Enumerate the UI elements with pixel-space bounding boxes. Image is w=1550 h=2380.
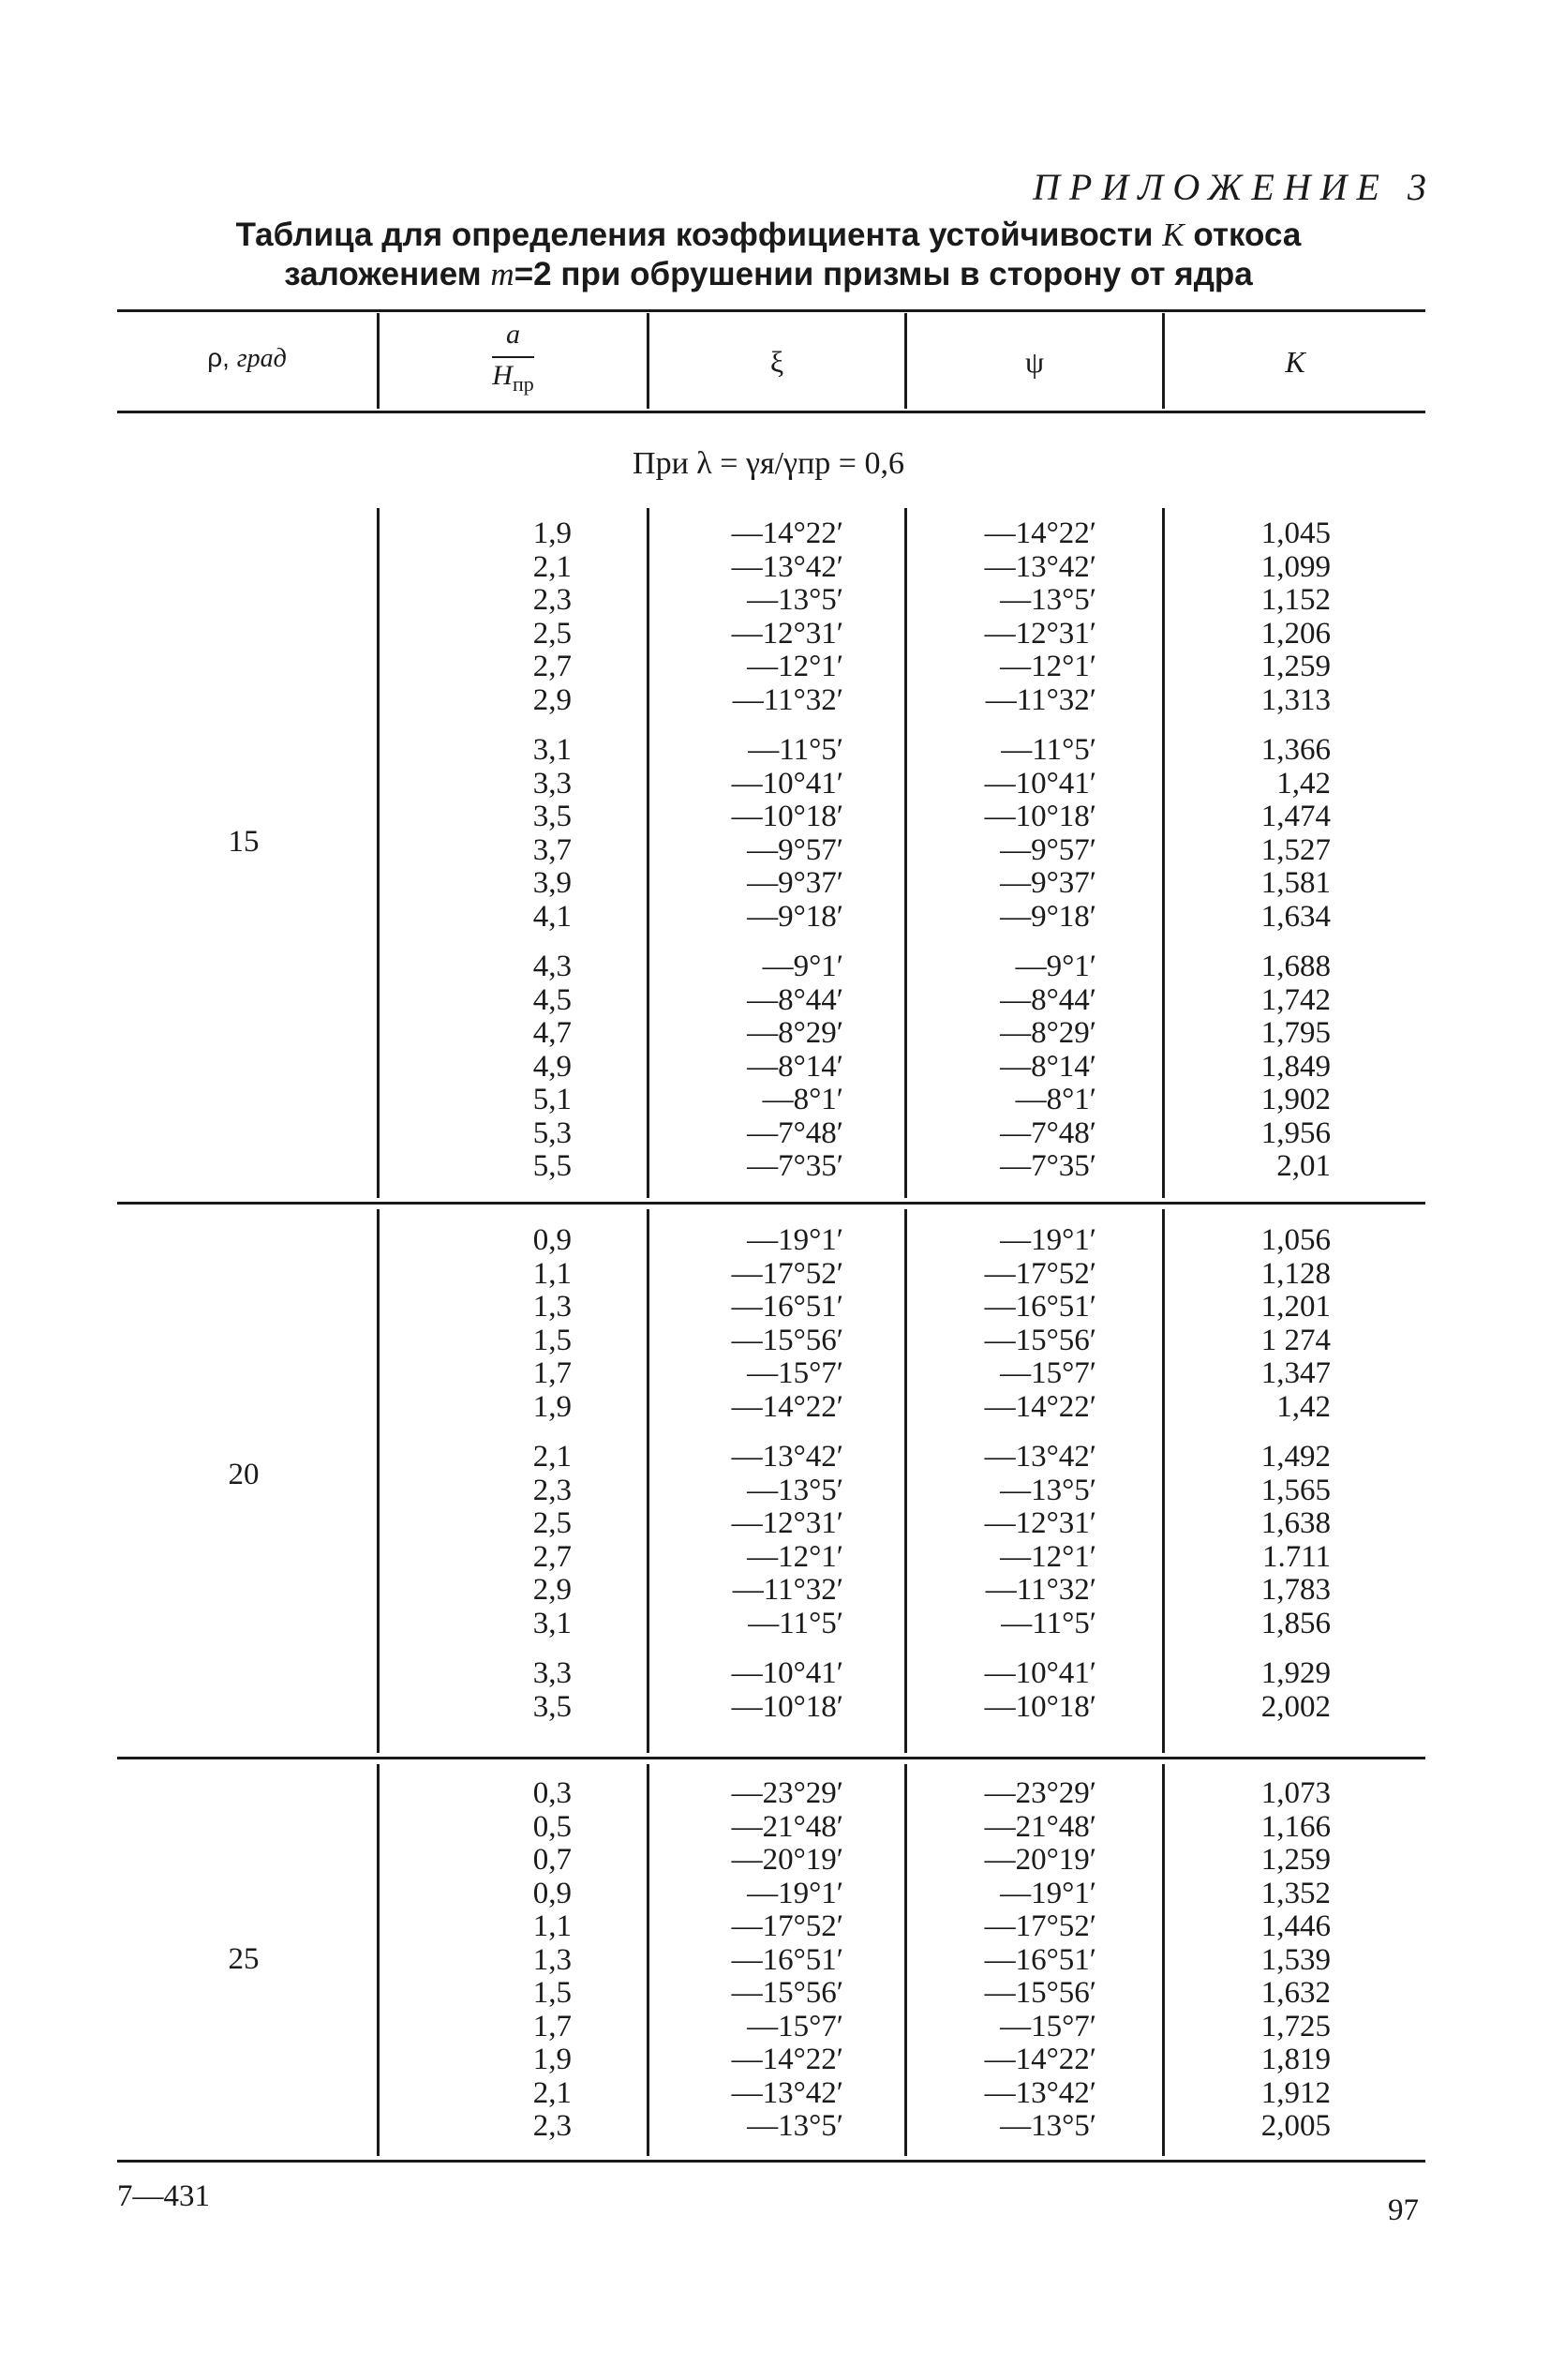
psi-cell: —8°14′ [1000,1049,1096,1084]
group-divider [117,1202,1425,1205]
title-symbol-m: m [490,256,514,292]
table-top-rule [117,309,1425,312]
column-rule [377,1209,380,1753]
k-cell: 1,956 [1260,1115,1331,1150]
xi-cell: —14°22′ [731,2043,843,2076]
xi-cell: —8°14′ [747,1049,843,1084]
psi-column [909,517,1096,1184]
row-spacer [1162,1424,1331,1441]
xi-cell: —13°42′ [731,2075,843,2110]
xi-cell: —10°41′ [731,766,843,801]
a-ratio-cell: 1,7 [532,2009,572,2043]
psi-cell: —17°52′ [984,1256,1096,1291]
header-a-ratio [380,319,647,397]
psi-cell: —8°29′ [1000,1016,1096,1050]
psi-cell: —10°18′ [984,800,1096,833]
a-ratio-cell: 3,9 [532,866,572,900]
xi-cell: —11°32′ [732,682,843,717]
k-cell: 1,201 [1260,1290,1331,1324]
xi-cell: —7°48′ [747,1115,843,1150]
rho-value: 20 [228,1458,260,1491]
psi-cell: —19°1′ [1000,1876,1096,1910]
a-ratio-cell: 4,5 [532,982,572,1017]
xi-cell: —15°7′ [747,2009,843,2043]
k-cell: 1,366 [1260,733,1331,767]
psi-cell: —14°22′ [984,1389,1096,1424]
xi-cell: —12°31′ [731,616,843,651]
psi-cell: —15°56′ [984,1323,1096,1357]
k-cell: 1,929 [1260,1656,1331,1690]
psi-cell: —11°32′ [985,682,1096,717]
k-cell: 2,005 [1260,2109,1331,2143]
k-cell: 1,446 [1260,1909,1331,1943]
a-ratio-cell: 1,5 [532,1323,572,1357]
k-cell: 1,783 [1260,1573,1331,1607]
k-cell: 2,01 [1276,1149,1331,1183]
xi-cell: —12°31′ [731,1506,843,1540]
a-ratio-cell: 2,5 [532,1506,572,1540]
a-ratio-cell: 2,3 [532,583,572,617]
header-rho-symbol: ρ, [207,343,237,372]
xi-cell: —13°5′ [747,2109,843,2143]
xi-column [656,1777,843,2144]
k-cell: 1,565 [1260,1473,1331,1507]
k-cell: 1,632 [1260,1976,1331,2010]
xi-column [656,517,843,1184]
xi-cell: —16°51′ [731,1290,843,1324]
a-ratio-cell: 1,1 [532,1256,572,1291]
xi-cell: —9°18′ [747,899,843,934]
xi-cell: —8°29′ [747,1016,843,1050]
column-rule [647,1209,649,1753]
xi-cell: —15°56′ [731,1323,843,1357]
rho-value: 15 [228,825,260,859]
a-ratio-cell: 0,9 [532,1223,572,1257]
rho-value: 25 [228,1942,260,1976]
xi-cell: —11°5′ [748,733,843,767]
row-spacer [440,934,572,951]
column-rule [647,508,649,1198]
row-spacer [909,1640,1096,1657]
a-over-h-fraction [492,319,533,397]
k-cell: 1,259 [1260,1843,1331,1877]
a-ratio-cell: 2,3 [532,1473,572,1507]
k-cell: 1,902 [1260,1083,1331,1116]
title-symbol-k: K [1162,217,1185,253]
k-column [1162,1224,1331,1724]
a-column [440,1224,572,1724]
title-text: Таблица для определения коэффициента устойчивости [235,217,1163,253]
xi-cell: —10°18′ [731,800,843,833]
psi-cell: —9°18′ [1000,899,1096,934]
a-ratio-cell: 4,7 [532,1016,572,1050]
psi-cell: —10°41′ [984,1656,1096,1690]
a-ratio-cell: 1,3 [532,1290,572,1324]
a-ratio-cell: 1,3 [532,1942,572,1977]
xi-cell: —15°56′ [731,1976,843,2010]
xi-cell: —12°1′ [747,650,843,683]
psi-cell: —13°5′ [1000,1473,1096,1507]
printer-signature: 7—431 [117,2179,210,2213]
xi-cell: —15°7′ [747,1356,843,1390]
xi-cell: —8°44′ [747,982,843,1017]
psi-cell: —12°1′ [1000,650,1096,683]
row-spacer [656,717,843,734]
denominator-symbol: H [492,360,513,391]
a-ratio-cell: 3,1 [532,733,572,767]
row-spacer [440,1424,572,1441]
ratio-subheader: При λ = γя/γпр = 0,6 [633,446,904,481]
a-column [440,1777,572,2144]
k-cell: 1,099 [1260,549,1331,584]
table-bottom-rule [117,2160,1425,2163]
k-cell: 1,492 [1260,1440,1331,1474]
xi-cell: —11°32′ [732,1573,843,1607]
title-text: =2 при обрушении призмы в сторону от ядра [514,256,1253,292]
row-spacer [909,934,1096,951]
k-cell: 1.711 [1261,1539,1331,1574]
psi-cell: —15°7′ [1000,2009,1096,2043]
xi-cell: —21°48′ [731,1809,843,1844]
a-ratio-cell: 4,3 [532,950,572,983]
psi-cell: —7°48′ [1000,1115,1096,1150]
group-divider [117,1757,1425,1759]
row-spacer [656,1424,843,1441]
xi-cell: —13°42′ [731,1440,843,1474]
a-ratio-cell: 2,9 [532,682,572,717]
denominator-subscript: пр [512,372,534,396]
k-cell: 1,152 [1260,583,1331,617]
a-ratio-cell: 3,5 [532,1689,572,1724]
k-cell: 1,725 [1260,2009,1331,2043]
a-ratio-cell: 5,5 [532,1149,572,1183]
column-rule [904,1764,907,2156]
k-cell: 1,166 [1260,1809,1331,1844]
row-spacer [656,1640,843,1657]
xi-cell: —14°22′ [731,516,843,550]
psi-cell: —8°44′ [1000,982,1096,1017]
a-ratio-cell: 2,5 [532,616,572,651]
a-ratio-cell: 2,1 [532,549,572,584]
a-ratio-cell: 1,9 [532,1389,572,1424]
k-cell: 1,42 [1276,766,1331,801]
k-cell: 1,527 [1260,832,1331,867]
a-column [440,517,572,1184]
header-rho-unit: град [236,344,287,373]
k-cell: 1 274 [1260,1323,1331,1357]
k-cell: 1,206 [1260,616,1331,651]
xi-cell: —19°1′ [747,1876,843,1910]
a-ratio-cell: 1,9 [532,2043,572,2076]
a-ratio-cell: 4,1 [532,899,572,934]
title-line-1 [0,216,1537,255]
xi-column [656,1224,843,1724]
xi-cell: —10°18′ [731,1689,843,1724]
header-psi: ψ [1024,345,1045,379]
psi-cell: —23°29′ [984,1776,1096,1810]
psi-cell: —11°5′ [1001,1606,1096,1640]
column-rule [647,1764,649,2156]
fraction-numerator: a [492,319,533,358]
xi-cell: —16°51′ [731,1942,843,1977]
header-rho [117,343,377,374]
k-cell: 1,259 [1260,650,1331,683]
a-ratio-cell: 3,7 [532,832,572,867]
k-cell: 1,056 [1260,1223,1331,1257]
psi-cell: —13°42′ [984,549,1096,584]
title-line-2 [0,255,1537,294]
a-ratio-cell: 0,5 [532,1809,572,1844]
psi-cell: —21°48′ [984,1809,1096,1844]
psi-cell: —15°56′ [984,1976,1096,2010]
a-ratio-cell: 3,3 [532,1656,572,1690]
k-cell: 1,073 [1260,1776,1331,1810]
a-ratio-cell: 1,1 [532,1909,572,1943]
k-cell: 1,634 [1260,899,1331,934]
psi-cell: —13°42′ [984,1440,1096,1474]
k-cell: 1,539 [1260,1942,1331,1977]
k-column [1162,517,1331,1184]
k-cell: 1,352 [1260,1876,1331,1910]
psi-cell: —16°51′ [984,1290,1096,1324]
row-spacer [1162,717,1331,734]
row-spacer [1162,1640,1331,1657]
column-rule [377,1764,380,2156]
title-text: откоса [1184,217,1302,253]
k-cell: 1,742 [1260,982,1331,1017]
xi-cell: —7°35′ [747,1149,843,1183]
xi-cell: —17°52′ [731,1256,843,1291]
xi-cell: —9°37′ [747,866,843,900]
psi-cell: —13°5′ [1000,583,1096,617]
a-ratio-cell: 0,3 [532,1776,572,1810]
psi-cell: —11°32′ [985,1573,1096,1607]
a-ratio-cell: 1,5 [532,1976,572,2010]
column-rule [904,1209,907,1753]
row-spacer [440,1640,572,1657]
xi-cell: —19°1′ [747,1223,843,1257]
k-cell: 1,045 [1260,516,1331,550]
k-cell: 1,849 [1260,1049,1331,1084]
xi-cell: —13°5′ [747,1473,843,1507]
k-cell: 1,581 [1260,866,1331,900]
psi-cell: —10°41′ [984,766,1096,801]
psi-cell: —17°52′ [984,1909,1096,1943]
xi-cell: —20°19′ [731,1843,843,1877]
row-spacer [909,1424,1096,1441]
psi-cell: —13°42′ [984,2075,1096,2110]
psi-cell: —15°7′ [1000,1356,1096,1390]
xi-cell: —23°29′ [731,1776,843,1810]
psi-cell: —12°1′ [1000,1539,1096,1574]
column-rule [904,508,907,1198]
psi-cell: —19°1′ [1000,1223,1096,1257]
row-spacer [1162,934,1331,951]
appendix-label: ПРИЛОЖЕНИЕ 3 [1033,166,1436,208]
a-ratio-cell: 2,7 [532,1539,572,1574]
k-cell: 1,819 [1260,2043,1331,2076]
xi-cell: —9°1′ [762,950,843,983]
k-cell: 1,856 [1260,1606,1331,1640]
a-ratio-cell: 1,7 [532,1356,572,1390]
column-rule [377,508,380,1198]
a-ratio-cell: 3,1 [532,1606,572,1640]
a-ratio-cell: 2,1 [532,2075,572,2110]
xi-cell: —14°22′ [731,1389,843,1424]
row-spacer [909,717,1096,734]
psi-cell: —7°35′ [1000,1149,1096,1183]
k-cell: 1,42 [1276,1389,1331,1424]
row-spacer [656,934,843,951]
psi-column [909,1777,1096,2144]
a-ratio-cell: 3,3 [532,766,572,801]
row-spacer [440,717,572,734]
xi-cell: —9°57′ [747,832,843,867]
header-bottom-rule [117,411,1425,413]
xi-cell: —11°5′ [748,1606,843,1640]
a-ratio-cell: 0,9 [532,1876,572,1910]
a-ratio-cell: 2,7 [532,650,572,683]
header-k: K [1285,345,1305,379]
xi-cell: —17°52′ [731,1909,843,1943]
k-column [1162,1777,1331,2144]
k-cell: 2,002 [1260,1689,1331,1724]
psi-cell: —9°57′ [1000,832,1096,867]
psi-cell: —20°19′ [984,1843,1096,1877]
k-cell: 1,688 [1260,950,1331,983]
a-ratio-cell: 1,9 [532,516,572,550]
k-cell: 1,795 [1260,1016,1331,1050]
psi-cell: —9°1′ [1015,950,1096,983]
a-ratio-cell: 3,5 [532,800,572,833]
a-ratio-cell: 5,3 [532,1115,572,1150]
k-cell: 1,347 [1260,1356,1331,1390]
xi-cell: —13°5′ [747,583,843,617]
psi-cell: —10°18′ [984,1689,1096,1724]
title-text: заложением [284,256,491,292]
a-ratio-cell: 2,9 [532,1573,572,1607]
xi-cell: —10°41′ [731,1656,843,1690]
psi-column [909,1224,1096,1724]
psi-cell: —12°31′ [984,1506,1096,1540]
a-ratio-cell: 5,1 [532,1083,572,1116]
table-title [0,216,1537,294]
psi-cell: —8°1′ [1015,1083,1096,1116]
psi-cell: —14°22′ [984,2043,1096,2076]
k-cell: 1,128 [1260,1256,1331,1291]
xi-cell: —13°42′ [731,549,843,584]
k-cell: 1,912 [1260,2075,1331,2110]
a-ratio-cell: 4,9 [532,1049,572,1084]
k-cell: 1,313 [1260,682,1331,717]
psi-cell: —16°51′ [984,1942,1096,1977]
xi-cell: —12°1′ [747,1539,843,1574]
fraction-denominator [492,358,533,397]
page-number: 97 [1388,2193,1419,2227]
psi-cell: —13°5′ [1000,2109,1096,2143]
a-ratio-cell: 2,1 [532,1440,572,1474]
xi-cell: —8°1′ [762,1083,843,1116]
k-cell: 1,638 [1260,1506,1331,1540]
psi-cell: —9°37′ [1000,866,1096,900]
a-ratio-cell: 0,7 [532,1843,572,1877]
a-ratio-cell: 2,3 [532,2109,572,2143]
k-cell: 1,474 [1260,800,1331,833]
psi-cell: —12°31′ [984,616,1096,651]
psi-cell: —11°5′ [1001,733,1096,767]
psi-cell: —14°22′ [984,516,1096,550]
header-xi: ξ [769,345,784,379]
